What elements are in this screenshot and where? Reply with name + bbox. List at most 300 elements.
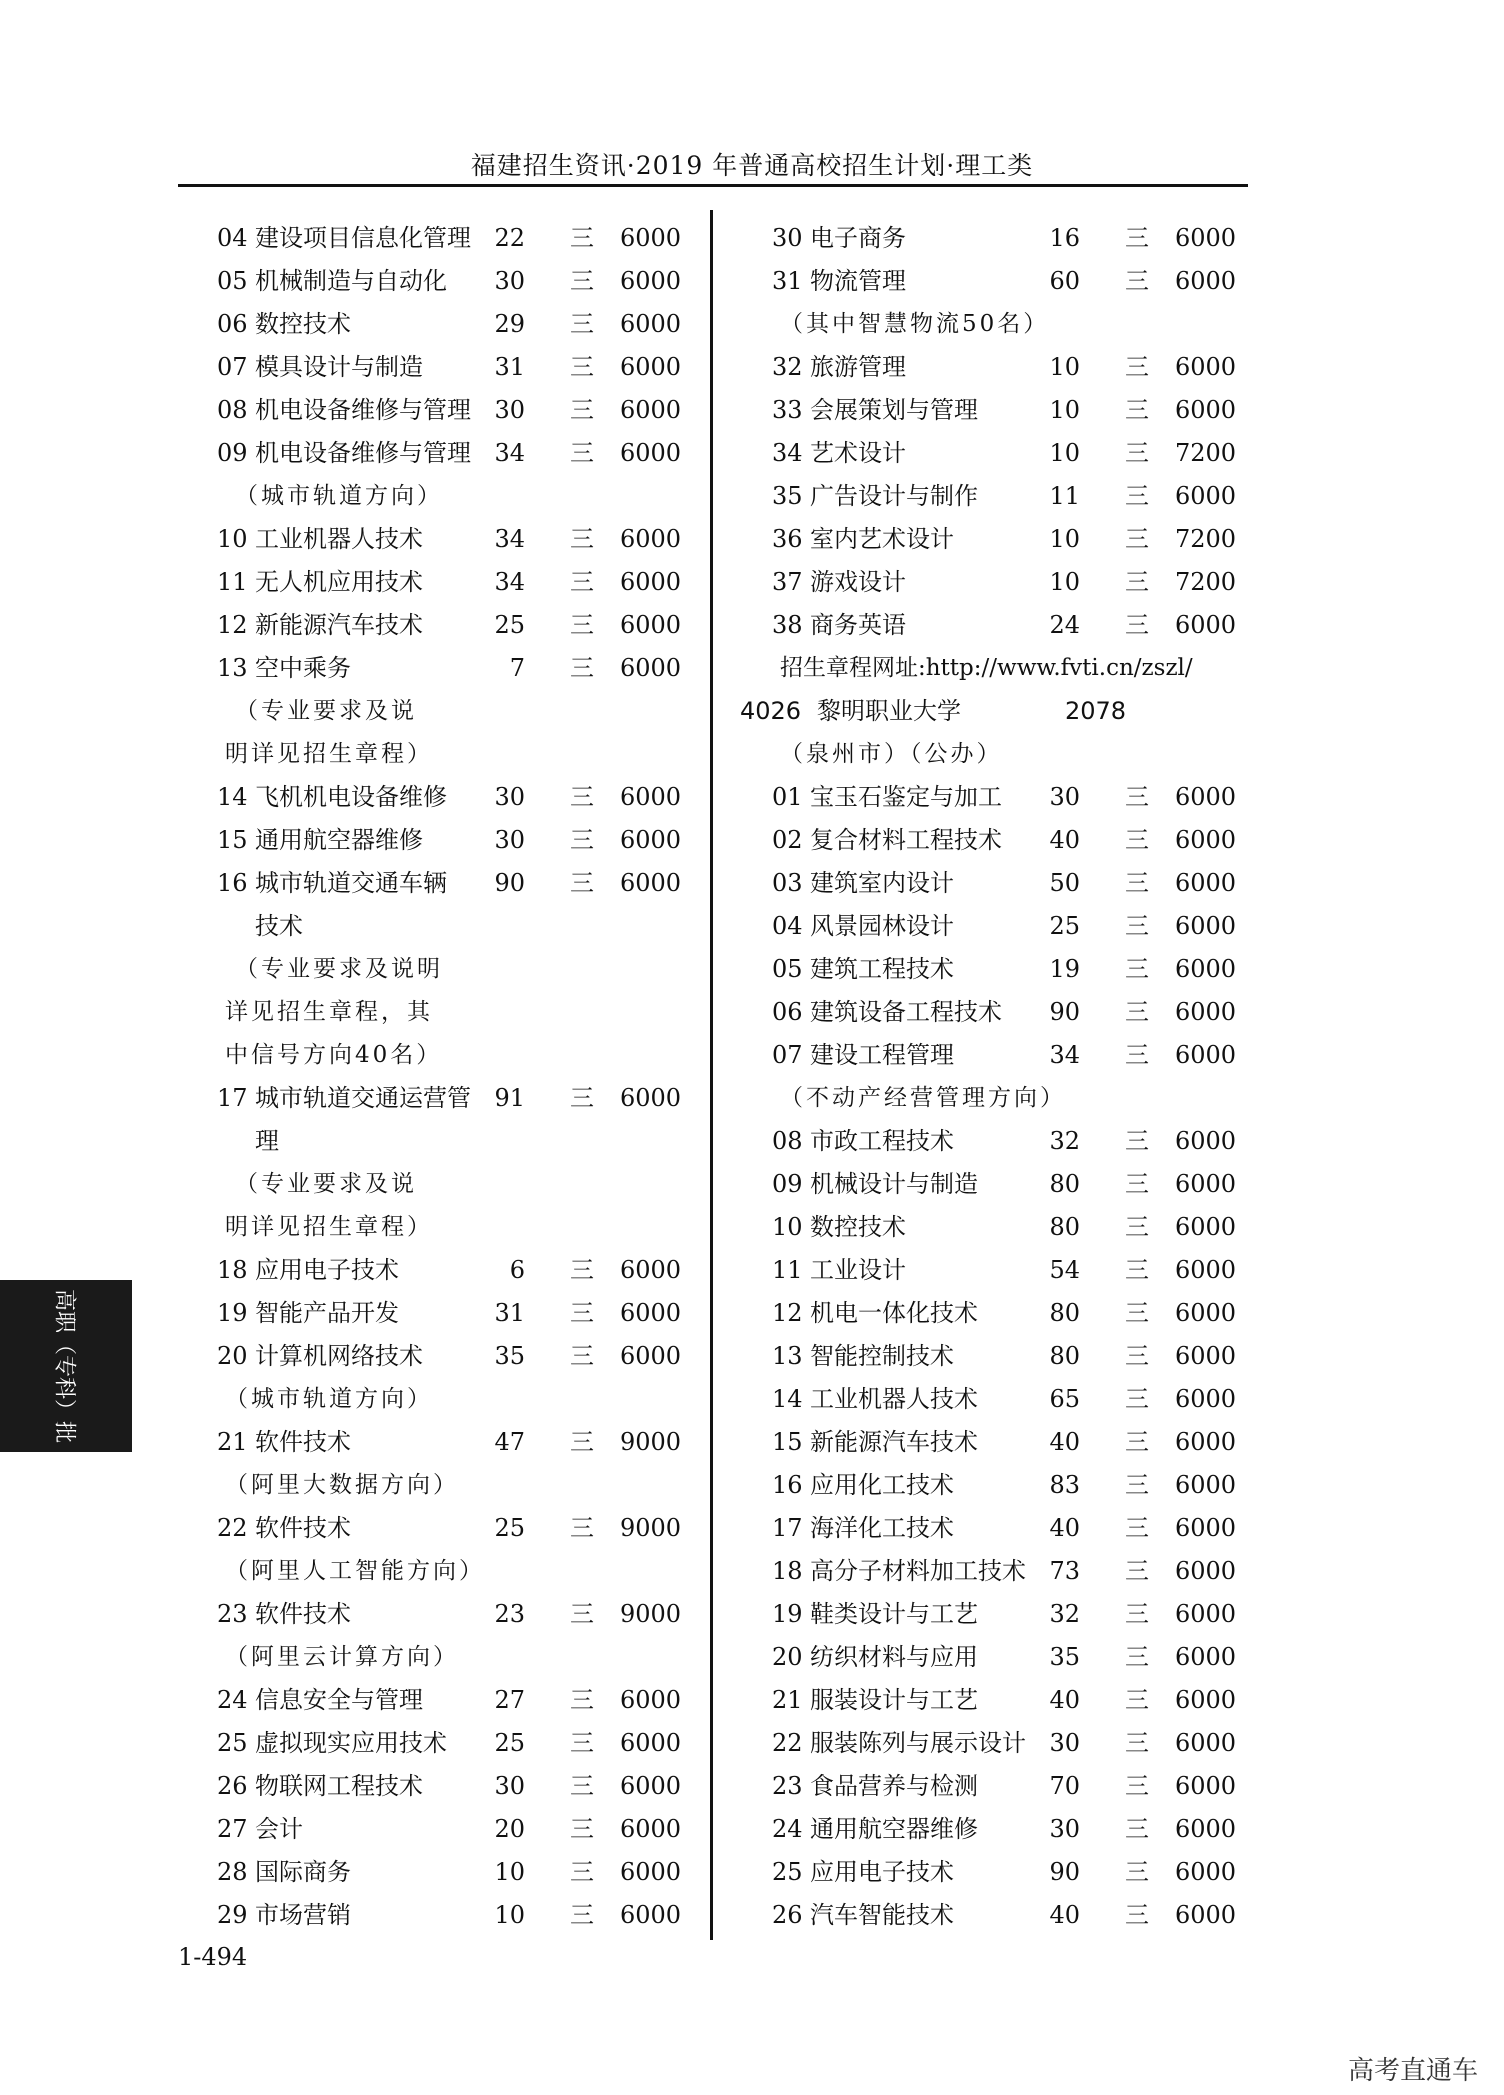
- study-years: 三: [1125, 1557, 1149, 1585]
- major-row: [175, 346, 695, 389]
- tuition-fee: 6000: [620, 1858, 682, 1886]
- major-code: 18: [217, 1256, 248, 1284]
- study-years: 三: [1125, 1385, 1149, 1413]
- major-code: 03: [772, 869, 803, 897]
- major-name: 纺织材料与应用: [810, 1643, 978, 1671]
- plan-count: 19: [1049, 955, 1080, 983]
- study-years: 三: [570, 1256, 594, 1284]
- plan-count: 40: [1049, 1901, 1080, 1929]
- plan-count: 10: [494, 1858, 525, 1886]
- study-years: 三: [1125, 1471, 1149, 1499]
- plan-count: 27: [494, 1686, 525, 1714]
- major-row: [175, 1679, 695, 1722]
- study-years: 三: [570, 1901, 594, 1929]
- study-years: 三: [570, 568, 594, 596]
- tuition-fee: 6000: [1175, 826, 1237, 854]
- major-name: 智能产品开发: [255, 1299, 399, 1327]
- major-code: 05: [217, 267, 248, 295]
- plan-count: 80: [1049, 1342, 1080, 1370]
- study-years: 三: [570, 1514, 594, 1542]
- major-name: 建设项目信息化管理: [255, 224, 471, 252]
- study-years: 三: [1125, 1170, 1149, 1198]
- institution-code: 4026: [740, 697, 802, 725]
- tuition-fee: 6000: [1175, 1385, 1237, 1413]
- study-years: 三: [1125, 1600, 1149, 1628]
- study-years: 三: [1125, 568, 1149, 596]
- major-row: [175, 604, 695, 647]
- major-note: （专业要求及说: [235, 698, 417, 724]
- major-code: 07: [217, 353, 248, 381]
- right-column: [730, 217, 1250, 1937]
- major-code: 34: [772, 439, 803, 467]
- tuition-fee: 6000: [1175, 1643, 1237, 1671]
- left-column: [175, 217, 695, 1937]
- note-row: [175, 1034, 695, 1077]
- column-divider: [710, 210, 713, 1940]
- major-code: 13: [772, 1342, 803, 1370]
- study-years: 三: [570, 1342, 594, 1370]
- tuition-fee: 6000: [1175, 482, 1237, 510]
- study-years: 三: [1125, 1901, 1149, 1929]
- note-row: [175, 1378, 695, 1421]
- study-years: 三: [1125, 826, 1149, 854]
- major-name: 机电设备维修与管理: [255, 396, 471, 424]
- major-row: [730, 1464, 1250, 1507]
- major-row: [730, 819, 1250, 862]
- study-years: 三: [570, 611, 594, 639]
- tuition-fee: 6000: [620, 1299, 682, 1327]
- note-row: [175, 991, 695, 1034]
- note-row: [175, 1206, 695, 1249]
- major-name: 服装陈列与展示设计: [810, 1729, 1026, 1757]
- study-years: 三: [570, 869, 594, 897]
- major-name: 建筑工程技术: [810, 955, 954, 983]
- major-row: [730, 1550, 1250, 1593]
- major-code: 21: [772, 1686, 803, 1714]
- major-row: [175, 1077, 695, 1120]
- study-years: 三: [570, 1858, 594, 1886]
- major-row: [730, 1851, 1250, 1894]
- major-code: 06: [217, 310, 248, 338]
- study-years: 三: [1125, 525, 1149, 553]
- major-code: 27: [217, 1815, 248, 1843]
- tuition-fee: 6000: [620, 611, 682, 639]
- major-name: 城市轨道交通运营管: [255, 1084, 471, 1112]
- major-name: 建筑室内设计: [810, 869, 954, 897]
- plan-count: 7: [509, 654, 525, 682]
- major-name: 工业机器人技术: [255, 525, 423, 553]
- major-row: [730, 1808, 1250, 1851]
- major-name: 旅游管理: [810, 353, 906, 381]
- tuition-fee: 9000: [620, 1600, 682, 1628]
- tuition-fee: 6000: [1175, 1428, 1237, 1456]
- major-code: 36: [772, 525, 803, 553]
- major-code: 11: [772, 1256, 803, 1284]
- plan-count: 40: [1049, 1514, 1080, 1542]
- major-code: 04: [217, 224, 248, 252]
- major-name: 虚拟现实应用技术: [255, 1729, 447, 1757]
- major-name: 市政工程技术: [810, 1127, 954, 1155]
- tuition-fee: 6000: [1175, 1772, 1237, 1800]
- study-years: 三: [1125, 396, 1149, 424]
- tuition-fee: 6000: [1175, 1514, 1237, 1542]
- major-note: （阿里大数据方向）: [225, 1472, 459, 1498]
- tuition-fee: 6000: [1175, 1342, 1237, 1370]
- major-code: 19: [217, 1299, 248, 1327]
- tuition-fee: 6000: [1175, 353, 1237, 381]
- major-row: [730, 948, 1250, 991]
- major-code: 02: [772, 826, 803, 854]
- major-row: [730, 217, 1250, 260]
- plan-count: 47: [494, 1428, 525, 1456]
- note-row: [175, 475, 695, 518]
- tuition-fee: 6000: [620, 568, 682, 596]
- study-years: 三: [570, 1815, 594, 1843]
- study-years: 三: [1125, 869, 1149, 897]
- study-years: 三: [570, 439, 594, 467]
- major-note: （其中智慧物流50名）: [780, 311, 1050, 337]
- tuition-fee: 6000: [620, 1772, 682, 1800]
- major-note: （专业要求及说明: [235, 956, 443, 982]
- major-name: 服装设计与工艺: [810, 1686, 978, 1714]
- major-code: 23: [217, 1600, 248, 1628]
- tuition-fee: 6000: [620, 1815, 682, 1843]
- tuition-fee: 6000: [1175, 1041, 1237, 1069]
- plan-count: 6: [509, 1256, 525, 1284]
- tuition-fee: 6000: [1175, 1127, 1237, 1155]
- plan-count: 54: [1049, 1256, 1080, 1284]
- major-name: 软件技术: [255, 1514, 351, 1542]
- major-row: [730, 776, 1250, 819]
- major-code: 33: [772, 396, 803, 424]
- major-name: 室内艺术设计: [810, 525, 954, 553]
- tuition-fee: 6000: [620, 1256, 682, 1284]
- plan-count: 23: [494, 1600, 525, 1628]
- note-row: [730, 1077, 1250, 1120]
- plan-count: 30: [1049, 1815, 1080, 1843]
- major-name: 空中乘务: [255, 654, 351, 682]
- tuition-fee: 6000: [620, 1686, 682, 1714]
- major-row: [730, 1765, 1250, 1808]
- major-row: [175, 819, 695, 862]
- note-row: [175, 948, 695, 991]
- plan-count: 30: [1049, 783, 1080, 811]
- major-row: [730, 905, 1250, 948]
- major-name: 海洋化工技术: [810, 1514, 954, 1542]
- major-note: （城市轨道方向）: [235, 483, 443, 509]
- major-code: 26: [217, 1772, 248, 1800]
- major-code: 08: [217, 396, 248, 424]
- tuition-fee: 6000: [620, 525, 682, 553]
- plan-count: 65: [1049, 1385, 1080, 1413]
- tuition-fee: 7200: [1175, 439, 1237, 467]
- study-years: 三: [570, 1686, 594, 1714]
- major-name: 机械制造与自动化: [255, 267, 447, 295]
- major-row: [175, 1851, 695, 1894]
- plan-count: 90: [1049, 1858, 1080, 1886]
- study-years: 三: [1125, 998, 1149, 1026]
- plan-count: 30: [494, 826, 525, 854]
- major-code: 25: [217, 1729, 248, 1757]
- major-note: （不动产经营管理方向）: [780, 1085, 1066, 1111]
- plan-count: 30: [494, 1772, 525, 1800]
- study-years: 三: [1125, 1686, 1149, 1714]
- study-years: 三: [1125, 353, 1149, 381]
- study-years: 三: [1125, 611, 1149, 639]
- page-number: 1-494: [178, 1943, 248, 1971]
- study-years: 三: [570, 783, 594, 811]
- major-name: 会计: [255, 1815, 303, 1843]
- tuition-fee: 6000: [620, 783, 682, 811]
- tuition-fee: 6000: [620, 826, 682, 854]
- tuition-fee: 6000: [1175, 1213, 1237, 1241]
- tuition-fee: 7200: [1175, 525, 1237, 553]
- major-code: 12: [217, 611, 248, 639]
- major-name: 物流管理: [810, 267, 906, 295]
- tuition-fee: 6000: [1175, 611, 1237, 639]
- major-name-continuation: 技术: [255, 912, 303, 940]
- major-code: 24: [217, 1686, 248, 1714]
- major-row: [175, 389, 695, 432]
- tuition-fee: 6000: [620, 1084, 682, 1112]
- study-years: 三: [570, 1428, 594, 1456]
- plan-count: 30: [494, 267, 525, 295]
- major-row: [730, 1636, 1250, 1679]
- tuition-fee: 7200: [1175, 568, 1237, 596]
- tuition-fee: 6000: [620, 869, 682, 897]
- major-code: 12: [772, 1299, 803, 1327]
- major-name: 食品营养与检测: [810, 1772, 978, 1800]
- major-row: [175, 1249, 695, 1292]
- major-row: [730, 346, 1250, 389]
- major-note: （阿里人工智能方向）: [225, 1558, 485, 1584]
- study-years: 三: [1125, 1772, 1149, 1800]
- major-name: 机械设计与制造: [810, 1170, 978, 1198]
- plan-count: 10: [494, 1901, 525, 1929]
- major-code: 08: [772, 1127, 803, 1155]
- major-code: 05: [772, 955, 803, 983]
- plan-count: 25: [494, 611, 525, 639]
- study-years: 三: [1125, 1815, 1149, 1843]
- major-name: 建设工程管理: [810, 1041, 954, 1069]
- major-row: [175, 217, 695, 260]
- plan-count: 80: [1049, 1299, 1080, 1327]
- major-row: [175, 1335, 695, 1378]
- major-code: 28: [217, 1858, 248, 1886]
- major-code: 09: [772, 1170, 803, 1198]
- major-name: 无人机应用技术: [255, 568, 423, 596]
- major-row: [730, 1894, 1250, 1937]
- tuition-fee: 6000: [620, 310, 682, 338]
- plan-count: 90: [1049, 998, 1080, 1026]
- major-code: 06: [772, 998, 803, 1026]
- study-years: 三: [1125, 1213, 1149, 1241]
- plan-count: 34: [494, 568, 525, 596]
- major-name: 智能控制技术: [810, 1342, 954, 1370]
- major-name: 应用化工技术: [810, 1471, 954, 1499]
- plan-count: 11: [1049, 482, 1080, 510]
- study-years: 三: [1125, 1514, 1149, 1542]
- major-name: 宝玉石鉴定与加工: [810, 783, 1002, 811]
- plan-count: 32: [1049, 1127, 1080, 1155]
- major-name: 商务英语: [810, 611, 906, 639]
- plan-count: 60: [1049, 267, 1080, 295]
- note-row: [175, 733, 695, 776]
- major-row: [175, 1894, 695, 1937]
- tuition-fee: 6000: [1175, 1557, 1237, 1585]
- study-years: 三: [570, 654, 594, 682]
- major-row: [730, 1722, 1250, 1765]
- continuation-row: [175, 905, 695, 948]
- study-years: 三: [570, 396, 594, 424]
- major-row: [175, 561, 695, 604]
- major-code: 19: [772, 1600, 803, 1628]
- plan-count: 80: [1049, 1170, 1080, 1198]
- major-code: 38: [772, 611, 803, 639]
- tuition-fee: 6000: [1175, 267, 1237, 295]
- side-tab: [0, 1280, 132, 1452]
- note-row: [175, 1636, 695, 1679]
- plan-count: 83: [1049, 1471, 1080, 1499]
- tuition-fee: 6000: [1175, 1170, 1237, 1198]
- tuition-fee: 6000: [1175, 1686, 1237, 1714]
- tuition-fee: 6000: [620, 1901, 682, 1929]
- major-code: 09: [217, 439, 248, 467]
- major-code: 21: [217, 1428, 248, 1456]
- tuition-fee: 6000: [620, 1729, 682, 1757]
- major-code: 20: [217, 1342, 248, 1370]
- major-code: 14: [217, 783, 248, 811]
- plan-count: 40: [1049, 1686, 1080, 1714]
- major-name: 城市轨道交通车辆: [255, 869, 447, 897]
- major-name: 汽车智能技术: [810, 1901, 954, 1929]
- major-row: [730, 1163, 1250, 1206]
- tuition-fee: 6000: [1175, 1256, 1237, 1284]
- tuition-fee: 6000: [1175, 869, 1237, 897]
- plan-count: 90: [494, 869, 525, 897]
- major-row: [730, 1206, 1250, 1249]
- major-row: [730, 1249, 1250, 1292]
- major-code: 24: [772, 1815, 803, 1843]
- major-name: 应用电子技术: [810, 1858, 954, 1886]
- major-note: 中信号方向40名）: [225, 1042, 443, 1068]
- major-code: 18: [772, 1557, 803, 1585]
- study-years: 三: [570, 1600, 594, 1628]
- major-name: 工业设计: [810, 1256, 906, 1284]
- plan-count: 20: [494, 1815, 525, 1843]
- note-row: [175, 1464, 695, 1507]
- tuition-fee: 6000: [1175, 1901, 1237, 1929]
- major-row: [730, 518, 1250, 561]
- plan-count: 80: [1049, 1213, 1080, 1241]
- study-years: 三: [1125, 955, 1149, 983]
- tuition-fee: 6000: [1175, 1815, 1237, 1843]
- major-row: [730, 991, 1250, 1034]
- major-row: [730, 1335, 1250, 1378]
- plan-count: 25: [494, 1729, 525, 1757]
- note-row: [175, 690, 695, 733]
- major-code: 01: [772, 783, 803, 811]
- plan-count: 31: [494, 1299, 525, 1327]
- tuition-fee: 6000: [1175, 912, 1237, 940]
- major-code: 23: [772, 1772, 803, 1800]
- plan-count: 30: [494, 783, 525, 811]
- tuition-fee: 6000: [620, 396, 682, 424]
- major-row: [730, 475, 1250, 518]
- tuition-fee: 6000: [1175, 1471, 1237, 1499]
- major-note: 明详见招生章程）: [225, 741, 433, 767]
- major-note: （城市轨道方向）: [225, 1386, 433, 1412]
- tuition-fee: 6000: [1175, 955, 1237, 983]
- major-name: 物联网工程技术: [255, 1772, 423, 1800]
- plan-count: 10: [1049, 525, 1080, 553]
- major-code: 37: [772, 568, 803, 596]
- plan-count: 40: [1049, 1428, 1080, 1456]
- note-row: [175, 1550, 695, 1593]
- major-row: [175, 518, 695, 561]
- plan-count: 25: [1049, 912, 1080, 940]
- major-code: 22: [217, 1514, 248, 1542]
- major-name: 艺术设计: [810, 439, 906, 467]
- major-code: 29: [217, 1901, 248, 1929]
- study-years: 三: [1125, 482, 1149, 510]
- plan-count: 22: [494, 224, 525, 252]
- study-years: 三: [1125, 439, 1149, 467]
- major-row: [175, 1722, 695, 1765]
- plan-count: 35: [1049, 1643, 1080, 1671]
- plan-count: 34: [494, 525, 525, 553]
- tuition-fee: 9000: [620, 1428, 682, 1456]
- tuition-fee: 6000: [1175, 783, 1237, 811]
- study-years: 三: [570, 525, 594, 553]
- major-note: （泉州市）（公办）: [780, 741, 1003, 767]
- major-code: 22: [772, 1729, 803, 1757]
- major-row: [175, 1593, 695, 1636]
- plan-count: 50: [1049, 869, 1080, 897]
- tuition-fee: 6000: [1175, 998, 1237, 1026]
- major-code: 10: [772, 1213, 803, 1241]
- major-name-continuation: 理: [255, 1127, 279, 1155]
- plan-count: 10: [1049, 353, 1080, 381]
- study-years: 三: [570, 267, 594, 295]
- major-name: 模具设计与制造: [255, 353, 423, 381]
- major-name: 信息安全与管理: [255, 1686, 423, 1714]
- tuition-fee: 6000: [620, 267, 682, 295]
- tuition-fee: 6000: [1175, 1299, 1237, 1327]
- plan-count: 30: [494, 396, 525, 424]
- study-years: 三: [1125, 1299, 1149, 1327]
- major-code: 20: [772, 1643, 803, 1671]
- study-years: 三: [570, 224, 594, 252]
- major-row: [175, 1507, 695, 1550]
- study-years: 三: [1125, 1729, 1149, 1757]
- major-name: 鞋类设计与工艺: [810, 1600, 978, 1628]
- major-row: [730, 604, 1250, 647]
- major-name: 软件技术: [255, 1428, 351, 1456]
- plan-count: 10: [1049, 396, 1080, 424]
- major-row: [175, 1808, 695, 1851]
- tuition-fee: 9000: [620, 1514, 682, 1542]
- major-name: 风景园林设计: [810, 912, 954, 940]
- study-years: 三: [570, 310, 594, 338]
- major-name: 计算机网络技术: [255, 1342, 423, 1370]
- major-row: [730, 1507, 1250, 1550]
- study-years: 三: [1125, 783, 1149, 811]
- major-name: 新能源汽车技术: [255, 611, 423, 639]
- major-name: 通用航空器维修: [810, 1815, 978, 1843]
- study-years: 三: [1125, 1428, 1149, 1456]
- study-years: 三: [1125, 912, 1149, 940]
